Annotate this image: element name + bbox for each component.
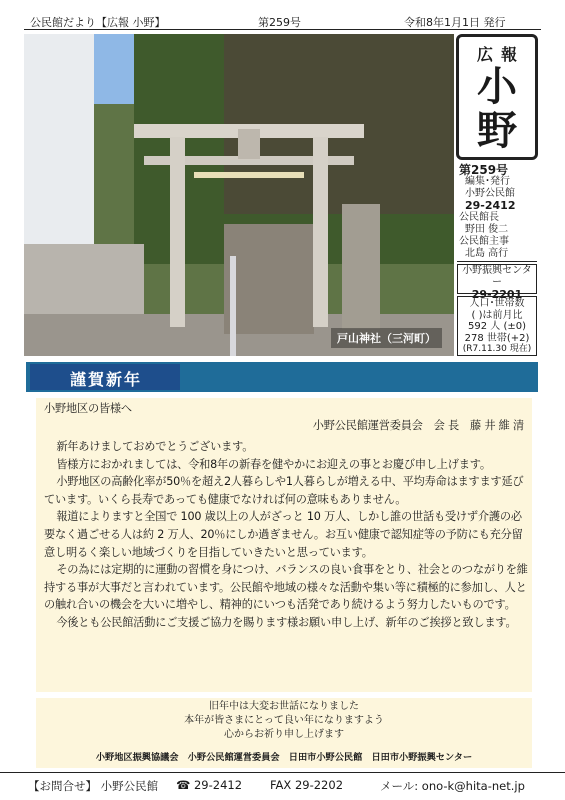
newyear-panel [36, 698, 532, 768]
issue-number: 第259号 [258, 16, 301, 29]
greeting-banner [26, 362, 538, 392]
masthead-char-1: 小 [477, 63, 517, 110]
signature: 小野公民館運営委員会 会 長 藤 井 維 清 [312, 419, 524, 432]
chief-name: 北島 高行 [465, 248, 509, 259]
page-footer [0, 772, 565, 800]
greeting-panel [36, 398, 532, 692]
population-count: 592 人 (±0) [468, 321, 526, 332]
contact-email[interactable]: メール: ono-k@hita-net.jp [380, 779, 525, 793]
masthead [456, 34, 538, 160]
newyear-line-3: 心からお祈り申し上げます [224, 729, 344, 740]
shrine-illustration [24, 34, 454, 356]
issue-date: 令和8年1月1日 発行 [404, 16, 506, 29]
newsletter-name: 公民館だより【広報 小野】 [30, 16, 166, 29]
paragraph: その為には定期的に運動の習慣を身につけ、バランスの良い食事をとり、社会とのつながりを維持する事が大事だと言われています。公民館や地域の様々な活動や集い等に積極的に参加し、人との触れ合いの機会を大いに増やし、精神的にいつも活発であり続けるよう努力したいものです。 [44, 563, 528, 612]
salutation: 小野地区の皆様へ [44, 402, 132, 415]
banner-title: 謹賀新年 [69, 370, 142, 389]
contact-tel: ☎ 29-2412 [176, 778, 243, 792]
newyear-line-1: 旧年中は大変お世話になりました [209, 701, 359, 712]
publisher-tel: 29-2412 [465, 199, 516, 212]
organizations: 小野地区振興協議会 小野公民館運営委員会 日田市小野公民館 日田市小野振興センター [95, 752, 473, 763]
paragraph: 新年あけましておめでとうございます。 [56, 440, 254, 453]
photo-caption: 戸山神社（三河町） [331, 328, 442, 348]
household-count: 278 世帯(+2) [464, 332, 530, 344]
paragraph: 皆様方におかれましては、令和8年の新春を健やかにお迎えの事とお慶び申し上げます。 [56, 457, 491, 471]
page-header [0, 0, 565, 30]
editor-label: 編集･発行 [465, 176, 510, 187]
paragraph: 今後とも公民館活動にご支援ご協力を賜ります様お願い申し上げ、新年のご挨拶と致します。 [56, 615, 517, 629]
director-label: 公民館長 [459, 212, 499, 223]
center-info [457, 264, 537, 301]
publisher-info [457, 164, 537, 262]
population-asof: (R7.11.30 現在) [462, 344, 532, 354]
contact-fax: FAX 29-2202 [270, 778, 344, 792]
masthead-small-title: 広報 [476, 45, 525, 64]
population-note: ( )は前月比 [471, 309, 523, 321]
director-name: 野田 俊二 [465, 224, 509, 235]
newyear-line-2: 本年が皆さまにとって良い年になりますよう [184, 715, 384, 726]
publisher-name: 小野公民館 [465, 188, 515, 199]
greeting-body [44, 438, 528, 632]
shrine-photo [24, 34, 454, 356]
paragraph: 小野地区の高齢化率が50％を超え2人暮らしや1人暮らしが増える中、平均寿命はますます延びています。いくら長寿であっても健康でなければ何の意味もありません。 [44, 475, 524, 506]
header-rule [24, 29, 541, 30]
population-box [457, 296, 537, 356]
masthead-char-2: 野 [477, 107, 517, 154]
chief-label: 公民館主事 [459, 236, 509, 247]
contact-label: 【お問合せ】 小野公民館 [28, 779, 159, 793]
center-name: 小野振興センター [462, 265, 532, 288]
population-title: 人口･世帯数 [469, 298, 525, 309]
center-tel: 29-2201 [471, 288, 523, 301]
paragraph: 報道によりますと全国で 100 歳以上の人がざっと 10 万人、しかし誰の世話も受けず介護の必要なく過ごせる人は約 2 万人、20％にしか過ぎません。お互い健康で認知症等の予防にも充分留意し明るく楽しい地域づくりを目指していきたいと思っています。 [44, 510, 523, 559]
info-issue: 第259号 [459, 163, 509, 177]
